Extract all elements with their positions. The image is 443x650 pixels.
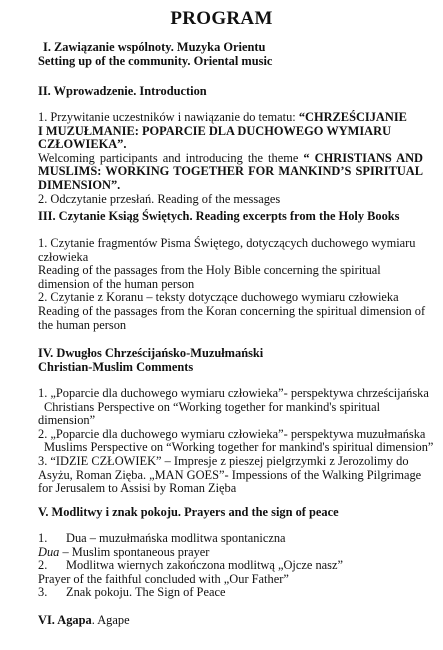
section-3-heading xyxy=(38,210,423,224)
section-3-item2-en-line2: the human person xyxy=(38,317,127,332)
section-5-item2-en: Prayer of the faithful concluded with „Our Father” xyxy=(38,571,289,586)
section-3-item1-en-line2: dimension of the human person xyxy=(38,276,195,291)
section-4-heading-en: Christian-Muslim Comments xyxy=(38,359,194,374)
section-5-item2 xyxy=(38,559,423,573)
section-3-body xyxy=(38,236,426,332)
section-3-item1-pl-line1: 1. Czytanie fragmentów Pisma Świętego, dotyczących duchowego wymiaru xyxy=(38,236,416,250)
section-4-item2-en: Muslims Perspective on “Working together for mankind's spiritual dimension” xyxy=(44,440,434,455)
section-2-heading xyxy=(38,85,423,99)
section-3-item1-pl-line2: człowieka xyxy=(38,249,89,264)
section-3-item1-en-line1: Reading of the passages from the Holy Bible concerning the spiritual xyxy=(38,263,381,278)
section-4-item1-en-line2: dimension” xyxy=(38,413,96,428)
section-2-theme-en-part1: “ CHRISTIANS AND xyxy=(303,150,423,165)
section-6-heading-rest: . Agape xyxy=(91,613,130,627)
section-3-item2-pl: 2. Czytanie z Koranu – teksty dotyczące duchowego wymiaru człowieka xyxy=(38,290,399,305)
section-2-theme-pl-part3: CZŁOWIEKA”. xyxy=(38,137,127,152)
section-5-heading xyxy=(38,506,423,520)
section-5-item2-number: 2. xyxy=(38,558,48,573)
page-title: PROGRAM xyxy=(170,8,273,29)
section-5-item1-number: 1. xyxy=(38,531,48,545)
section-4-heading-pl: IV. Dwugłos Chrześcijańsko-Muzułmański xyxy=(38,346,264,360)
section-2-item1-en-line1 xyxy=(38,152,423,166)
section-2-body xyxy=(38,111,423,206)
section-1-heading-en: Setting up of the community. Oriental music xyxy=(38,53,273,68)
section-5-item3 xyxy=(38,586,423,600)
section-4-item3-line3: for Jerusalem to Assisi by Roman Zięba xyxy=(38,481,237,496)
section-2-theme-pl-part2: I MUZUŁMANIE: POPARCIE DLA DUCHOWEGO WYMIARU xyxy=(38,123,392,138)
section-4-item1-en-line1: Christians Perspective on “Working together for mankind's spiritual xyxy=(44,399,381,414)
section-4-heading xyxy=(38,347,423,374)
section-5-body xyxy=(38,532,423,600)
section-4-body xyxy=(38,386,434,496)
section-5-item1 xyxy=(38,532,423,546)
section-4-item1-pl: 1. „Poparcie dla duchowego wymiaru człowieka”- perspektywa chrześcijańska xyxy=(38,386,429,400)
section-3-heading-text: III. Czytanie Ksiąg Świętych. Reading excerpts from the Holy Books xyxy=(38,209,400,223)
section-2-item2: 2. Odczytanie przesłań. Reading of the messages xyxy=(38,191,281,206)
section-2-item1-en-text: Welcoming participants and introducing the theme xyxy=(38,150,304,165)
section-5-item1-en-dua: Dua xyxy=(38,544,60,559)
section-2-theme-en-part2: MUSLIMS: WORKING TOGETHER FOR MANKIND’S SPIRITUAL xyxy=(38,164,423,179)
section-5-item3-text: Znak pokoju. The Sign of Peace xyxy=(66,585,226,600)
section-3-item2-en-line1: Reading of the passages from the Koran concerning the spiritual dimension of xyxy=(38,303,426,318)
section-6-heading-line xyxy=(38,614,423,628)
section-6-heading xyxy=(38,614,423,628)
section-4-item3-line1: 3. “IDZIE CZŁOWIEK” – Impresje z pieszej pielgrzymki z Jerozolimy do xyxy=(38,453,409,468)
section-5-item1-en-rest: – Muslim spontaneous prayer xyxy=(59,544,210,559)
section-5-item3-number: 3. xyxy=(38,585,48,600)
section-2-item1-pl-text: 1. Przywitanie uczestników i nawiązanie do tematu: xyxy=(38,110,299,124)
section-1 xyxy=(38,41,423,68)
section-2-heading-text: II. Wprowadzenie. Introduction xyxy=(38,84,207,98)
section-2-theme-pl-part1: “CHRZEŚCIJANIE xyxy=(298,110,407,124)
section-5-item1-text: Dua – muzułmańska modlitwa spontaniczna xyxy=(66,531,286,545)
section-5-item1-en xyxy=(38,546,423,560)
section-4-item2-pl: 2. „Poparcie dla duchowego wymiaru człowieka”- perspektywa muzułmańska xyxy=(38,426,426,441)
section-5-item2-text: Modlitwa wiernych zakończona modlitwą „Ojcze nasz” xyxy=(66,558,343,573)
section-4-item3-line2: Asyżu, Roman Zięba. „MAN GOES”- Impessions of the Walking Pilgrimage xyxy=(38,467,422,482)
section-6-heading-bold: VI. Agapa xyxy=(38,613,92,627)
section-2-theme-en-part3: DIMENSION”. xyxy=(38,177,121,192)
section-2-item1-pl-line1 xyxy=(38,111,423,125)
section-5-heading-text: V. Modlitwy i znak pokoju. Prayers and the sign of peace xyxy=(38,505,339,519)
section-1-heading-pl: I. Zawiązanie wspólnoty. Muzyka Orientu xyxy=(43,40,266,54)
